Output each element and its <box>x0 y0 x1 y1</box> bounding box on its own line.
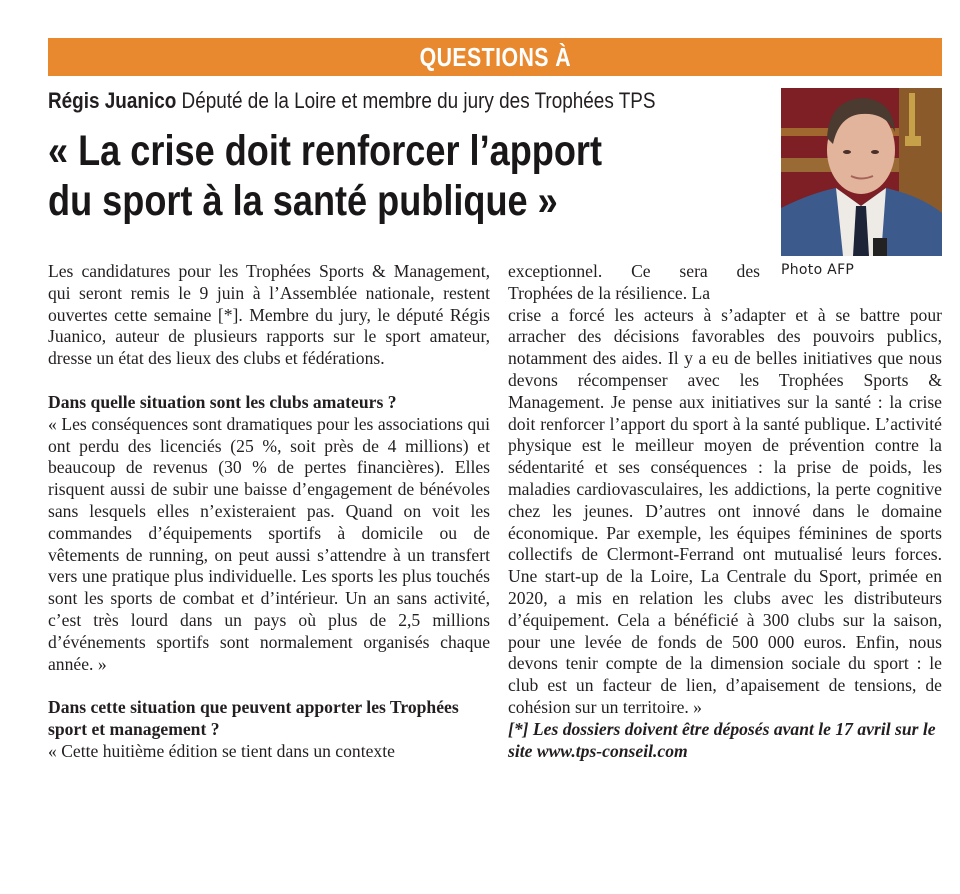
column-left <box>48 261 490 763</box>
section-banner <box>48 38 942 76</box>
headline-line-2: du sport à la santé publique » <box>48 177 558 225</box>
section-label: QUESTIONS À <box>419 41 571 72</box>
answer-1: « Les conséquences sont dramatiques pour les associations qui ont perdu des licenciés (25 %, soit près de 4 millions) et beaucoup de revenus (30 % de pertes financières). Elles risquent aussi de subir une baisse d’engagement de bénévoles sans lesquels elles n’existeraient pas. Quand on voit les commandes d’équipements sportifs à domicile ou de vêtements de running, on peut aussi s’attendre à un transfert vers une pratique plus individuelle. Les sports les plus touchés sont les sports de combat et d’intérieur. Un an sans activité, c’est très lourd dans un pays où plus de 2,5 millions d’événements sportifs sont normalement organisés chaque année. » <box>48 413 490 674</box>
portrait-photo <box>781 88 942 256</box>
portrait-illustration <box>781 88 942 256</box>
headline <box>48 126 770 226</box>
byline-name: Régis Juanico <box>48 88 177 113</box>
intro-paragraph: Les candidatures pour les Trophées Sports & Management, qui seront remis le 9 juin à l’Assemblée nationale, restent ouvertes cette semaine [*]. Membre du jury, le député Régis Juanico, auteur de plusieurs rapports sur le sport amateur, dresse un état des lieux des clubs et fédérations. <box>48 261 490 369</box>
answer-2-start: « Cette huitième édition se tient dans un contexte <box>48 740 395 761</box>
photo-caption: Photo AFP <box>781 262 855 278</box>
question-2: Dans cette situation que peuvent apporter les Trophées sport et management ? <box>48 697 459 740</box>
byline-role: Député de la Loire et membre du jury des Trophées TPS <box>181 88 656 113</box>
headline-line-1: « La crise doit renforcer l’apport <box>48 127 602 175</box>
answer-2-continued: crise a forcé les acteurs à s’adapter et à se battre pour arracher des décisions favorables des pouvoirs publics, notamment des aides. Il y a eu de belles initiatives que nous devons récompenser avec les Trophées Sports & Management. Je pense aux initiatives sur la santé : la crise doit renforcer l’apport du sport à la santé publique. L’activité physique est le meilleur moyen de prévention contre la sédentarité et ses conséquences : la prise de poids, les maladies cardiovasculaires, les addictions, la perte cognitive chez les jeunes. D’autres ont innové dans le domaine économique. Par exemple, les équipes féminines de sports collectifs de Clermont-Ferrand ont mutualisé leurs forces. Une start-up de la Loire, La Centrale du Sport, primée en 2020, a mis en relation les clubs avec les distributeurs d’équipement. Cela a bénéficié à 300 clubs sur la saison, pour une levée de fonds de 500 000 euros. Enfin, nous devons tenir compte de la dimension sociale du sport : le club est un facteur de lien, d’apaisement de tensions, de cohésion sur un territoire. » <box>508 304 942 717</box>
answer-2-line-2: Trophées de la résilience. La <box>508 282 711 303</box>
footnote: [*] Les dossiers doivent être déposés avant le 17 avril sur le site www.tps-conseil.com <box>508 718 936 761</box>
answer-2-line-1: exceptionnel. Ce sera des <box>508 261 760 281</box>
question-1: Dans quelle situation sont les clubs amateurs ? <box>48 391 397 412</box>
byline <box>48 88 667 114</box>
column-right <box>508 261 942 762</box>
